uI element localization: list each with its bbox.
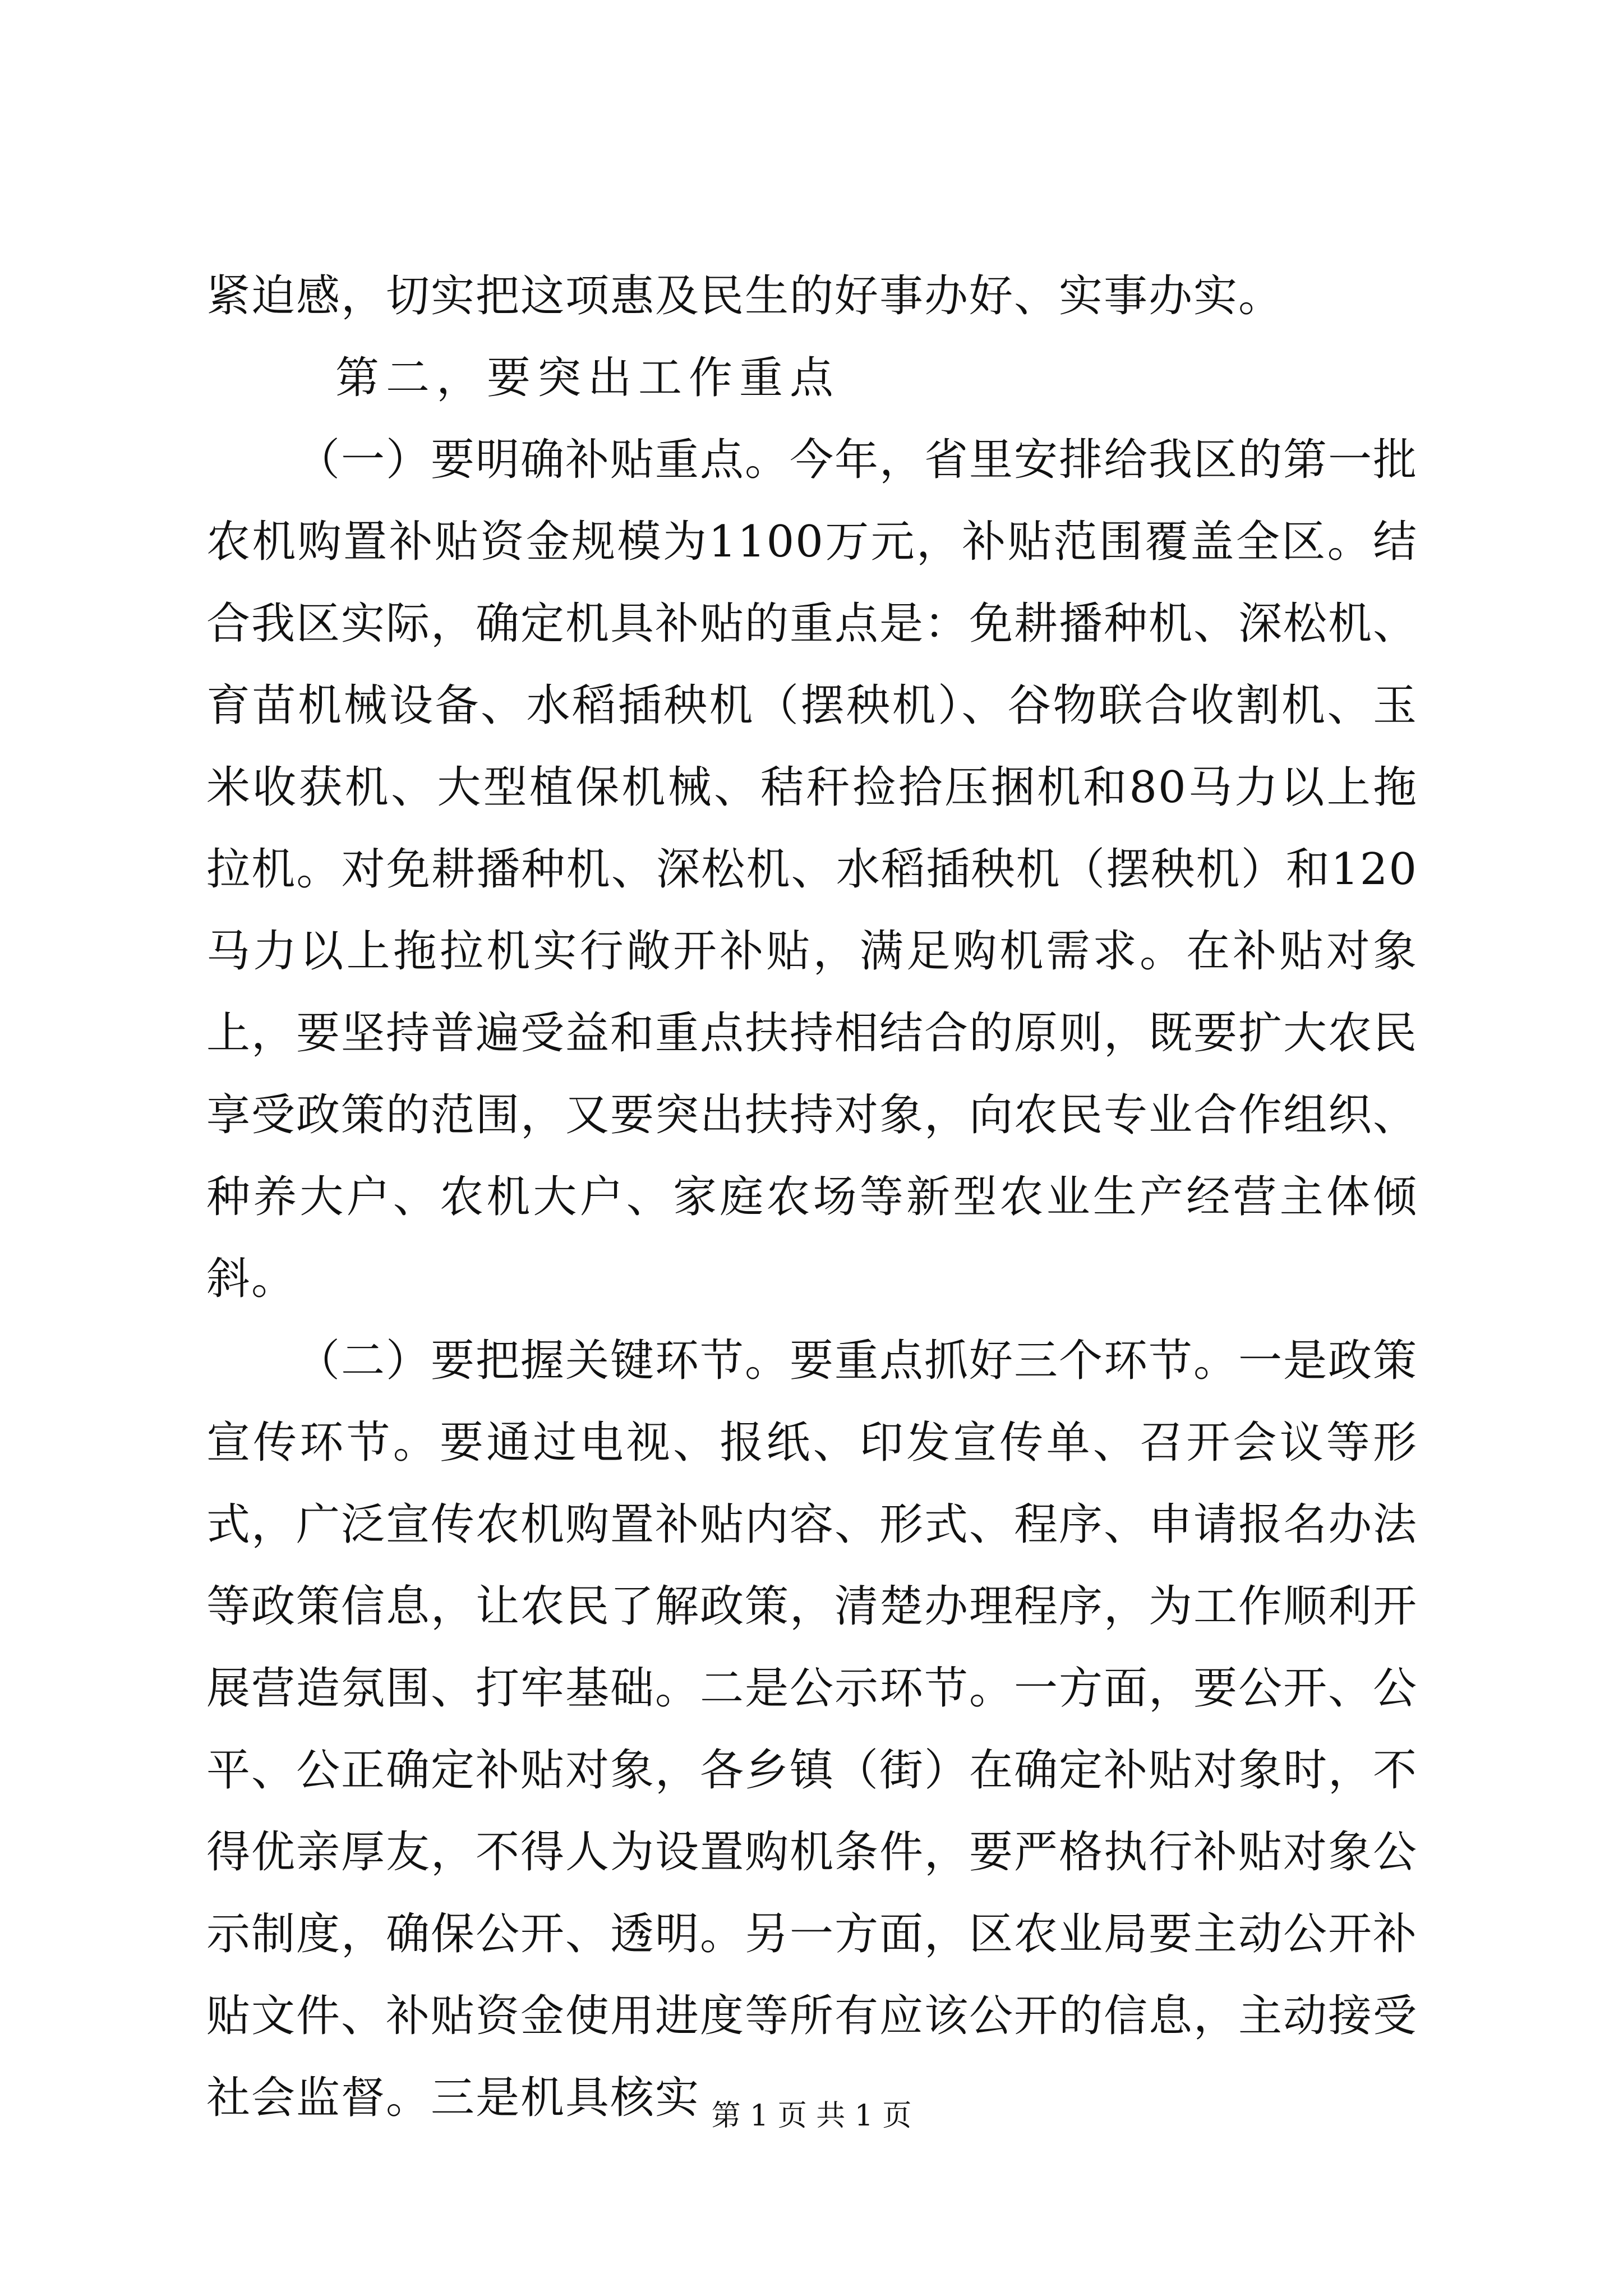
section-heading: 第二，要突出工作重点 (335, 353, 841, 403)
paragraph-key-links: （二）要把握关键环节。要重点抓好三个环节。一是政策宣传环节。要通过电视、报纸、印发宣传单、召开会议等形式，广泛宣传农机购置补贴内容、形式、程序、申请报名办法等政策信息，让农民了解政策，清楚办理程序，为工作顺利开展营造氛围、打牢基础。二是公示环节。一方面，要公开、公平、公正确定补贴对象，各乡镇（街）在确定补贴对象时，不得优亲厚友，不得人为设置购机条件，要严格执行补贴对象公示制度，确保公开、透明。另一方面，区农业局要主动公开补贴文件、补贴资金使用进度等所有应该公开的信息，主动接受社会监督。三是机具核实 (206, 1336, 1418, 2123)
paragraph-continuation: 紧迫感，切实把这项惠及民生的好事办好、实事办实。 (206, 271, 1284, 321)
paragraph-subsidy-focus: （一）要明确补贴重点。今年，省里安排给我区的第一批农机购置补贴资金规模为1100万元，补贴范围覆盖全区。结合我区实际，确定机具补贴的重点是：免耕播种机、深松机、育苗机械设备、水稻插秧机（摆秧机）、谷物联合收割机、玉米收获机、大型植保机械、秸秆捡拾压捆机和80马力以上拖拉机。对免耕播种机、深松机、水稻插秧机（摆秧机）和120马力以上拖拉机实行敞开补贴，满足购机需求。在补贴对象上，要坚持普遍受益和重点扶持相结合的原则，既要扩大农民享受政策的范围，又要突出扶持对象，向农民专业合作组织、种养大户、农机大户、家庭农场等新型农业生产经营主体倾斜。 (206, 435, 1418, 1304)
document-body (206, 255, 1418, 2139)
page-footer: 第 1 页 共 1 页 (711, 2099, 912, 2133)
